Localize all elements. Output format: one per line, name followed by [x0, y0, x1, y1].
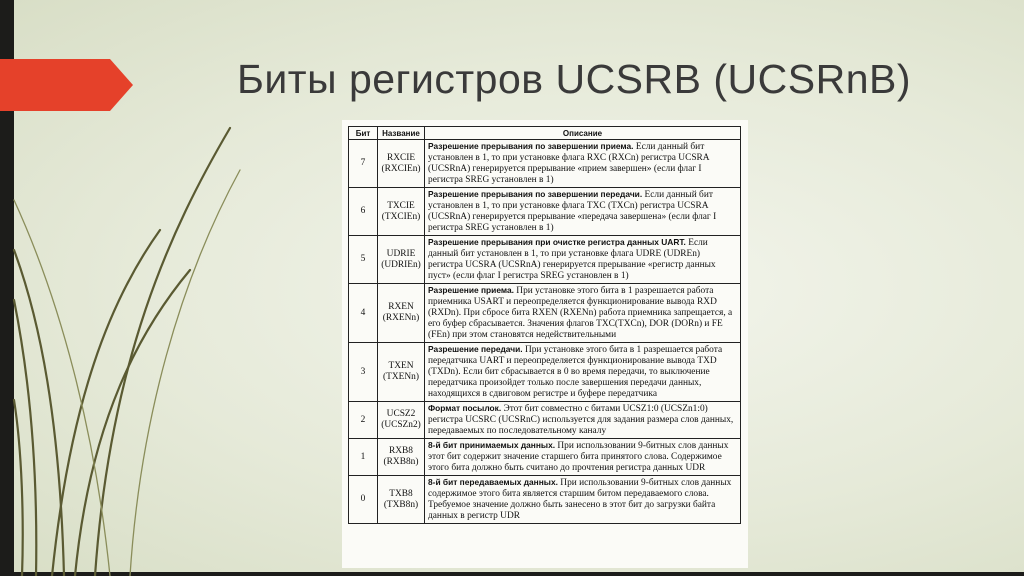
- bit-name-alt: (TXENn): [383, 372, 419, 382]
- table-row: [349, 140, 741, 188]
- bit-number: 5: [349, 236, 378, 284]
- description-text: При использовании 9-битных слов данных содержимое этого бита является старшим битом передаваемого слова. Требуемое значение должно быть занесено в этот бит до загрузки байта данных в регистр UDR: [428, 478, 732, 521]
- bit-name: [378, 402, 425, 439]
- header-bit: Бит: [349, 127, 378, 140]
- description-text: Если данный бит установлен в 1, то при установке флага TXC (TXCn) регистра UCSRA (UCSRnA) генерируется прерывание «передача завершена» (если флаг I регистра SREG установлен в 1): [428, 190, 717, 233]
- table-header-row: [349, 127, 741, 140]
- bit-name-primary: UCSZ2: [386, 409, 416, 419]
- description-title: 8-й бит принимаемых данных.: [428, 440, 556, 450]
- bit-number: 6: [349, 188, 378, 236]
- description-title: Разрешение прерывания по завершении приема.: [428, 141, 634, 151]
- description-title: Разрешение приема.: [428, 285, 514, 295]
- table-row: [349, 476, 741, 524]
- header-description: Описание: [425, 127, 741, 140]
- description-title: Разрешение передачи.: [428, 344, 523, 354]
- bit-description: [425, 284, 741, 343]
- table-row: [349, 343, 741, 402]
- bit-description: [425, 402, 741, 439]
- bit-name-alt: (RXENn): [382, 313, 420, 323]
- bit-name: [378, 284, 425, 343]
- description-text: При установке этого бита в 1 разрешается работа приемника USART и переопределяется функционирование вывода RXD (RXDn). При сбросе бита RXEN (RXENn) работа приемника запрещается, а его буфер сбрасывается. Значения флагов TXC(TXCn), DOR (DORn) и FE (FEn) при этом становятся недействительными: [428, 286, 733, 340]
- description-text: При использовании 9-битных слов данных этот бит содержит значение старшего бита принятого слова. Содержимое этого бита должно быть считано до прочтения регистра данных UDR: [428, 441, 729, 473]
- bit-description: [425, 188, 741, 236]
- bit-name-alt: (UDRIEn): [381, 259, 421, 270]
- bit-name-primary: TXCIE: [387, 200, 415, 211]
- description-title: Разрешение прерывания при очистке регистра данных UART.: [428, 237, 686, 247]
- bit-name: [378, 343, 425, 402]
- bit-number: 2: [349, 402, 378, 439]
- bit-description: [425, 343, 741, 402]
- bit-name: [378, 439, 425, 476]
- bit-name-alt: (TXB8n): [383, 499, 419, 510]
- bit-description: [425, 140, 741, 188]
- bit-name-primary: RXEN: [388, 302, 414, 312]
- bit-name-alt: (RXB8n): [383, 457, 419, 467]
- description-title: Разрешение прерывания по завершении передачи.: [428, 189, 643, 199]
- bit-name-alt: (UCSZn2): [381, 420, 421, 430]
- bit-name: [378, 188, 425, 236]
- bit-name: [378, 140, 425, 188]
- table-row: [349, 236, 741, 284]
- bit-description: [425, 439, 741, 476]
- bit-name-primary: TXEN: [388, 361, 414, 371]
- description-text: При установке этого бита в 1 разрешается работа передатчика UART и переопределяется функционирование вывода TXD (TXDn). Если бит сбрасывается в 0 во время передачи, то выключение передатчика произойдет только после завершения передачи данных, находящихся в сдвиговом регистре и буфере передатчика: [428, 345, 723, 399]
- bit-description: [425, 236, 741, 284]
- description-text: Если данный бит установлен в 1, то при установке флага UDRE (UDREn) регистра UCSRA (UCSRnA) генерируется прерывание «регистр данных пуст» (если флаг I регистра SREG установлен в 1): [428, 238, 716, 281]
- bit-name-primary: RXCIE: [386, 152, 416, 163]
- bit-name-alt: (TXCIEn): [381, 211, 421, 222]
- ucsrb-bits-table: [348, 126, 741, 524]
- bit-number: 7: [349, 140, 378, 188]
- bit-description: [425, 476, 741, 524]
- description-title: 8-й бит передаваемых данных.: [428, 477, 558, 487]
- bit-number: 4: [349, 284, 378, 343]
- bit-name-alt: (RXCIEn): [381, 163, 421, 174]
- bit-name-primary: UDRIE: [386, 248, 416, 259]
- bit-number: 3: [349, 343, 378, 402]
- bit-name-primary: TXB8: [389, 488, 413, 499]
- register-table-image: [342, 120, 748, 568]
- title-arrow-icon: [0, 59, 133, 111]
- bit-number: 0: [349, 476, 378, 524]
- bit-number: 1: [349, 439, 378, 476]
- bit-name: [378, 476, 425, 524]
- bit-name: [378, 236, 425, 284]
- bit-name-primary: RXB8: [389, 446, 413, 456]
- bottom-frame-bar: [0, 572, 1024, 576]
- table-row: [349, 402, 741, 439]
- slide-title: Биты регистров UCSRB (UCSRnB): [237, 56, 912, 102]
- header-name: Название: [378, 127, 425, 140]
- table-row: [349, 188, 741, 236]
- table-row: [349, 439, 741, 476]
- description-text: Если данный бит установлен в 1, то при установке флага RXC (RXCn) регистра UCSRA (UCSRnA) генерируется прерывание «прием завершен» (если флаг I регистра SREG установлен в 1): [428, 142, 710, 185]
- description-text: Этот бит совместно с битами UCSZ1:0 (UCSZn1:0) регистра UCSRC (UCSRnC) используется для задания размера слов данных, передаваемых по последовательному каналу: [428, 404, 734, 436]
- table-row: [349, 284, 741, 343]
- description-title: Формат посылок.: [428, 403, 502, 413]
